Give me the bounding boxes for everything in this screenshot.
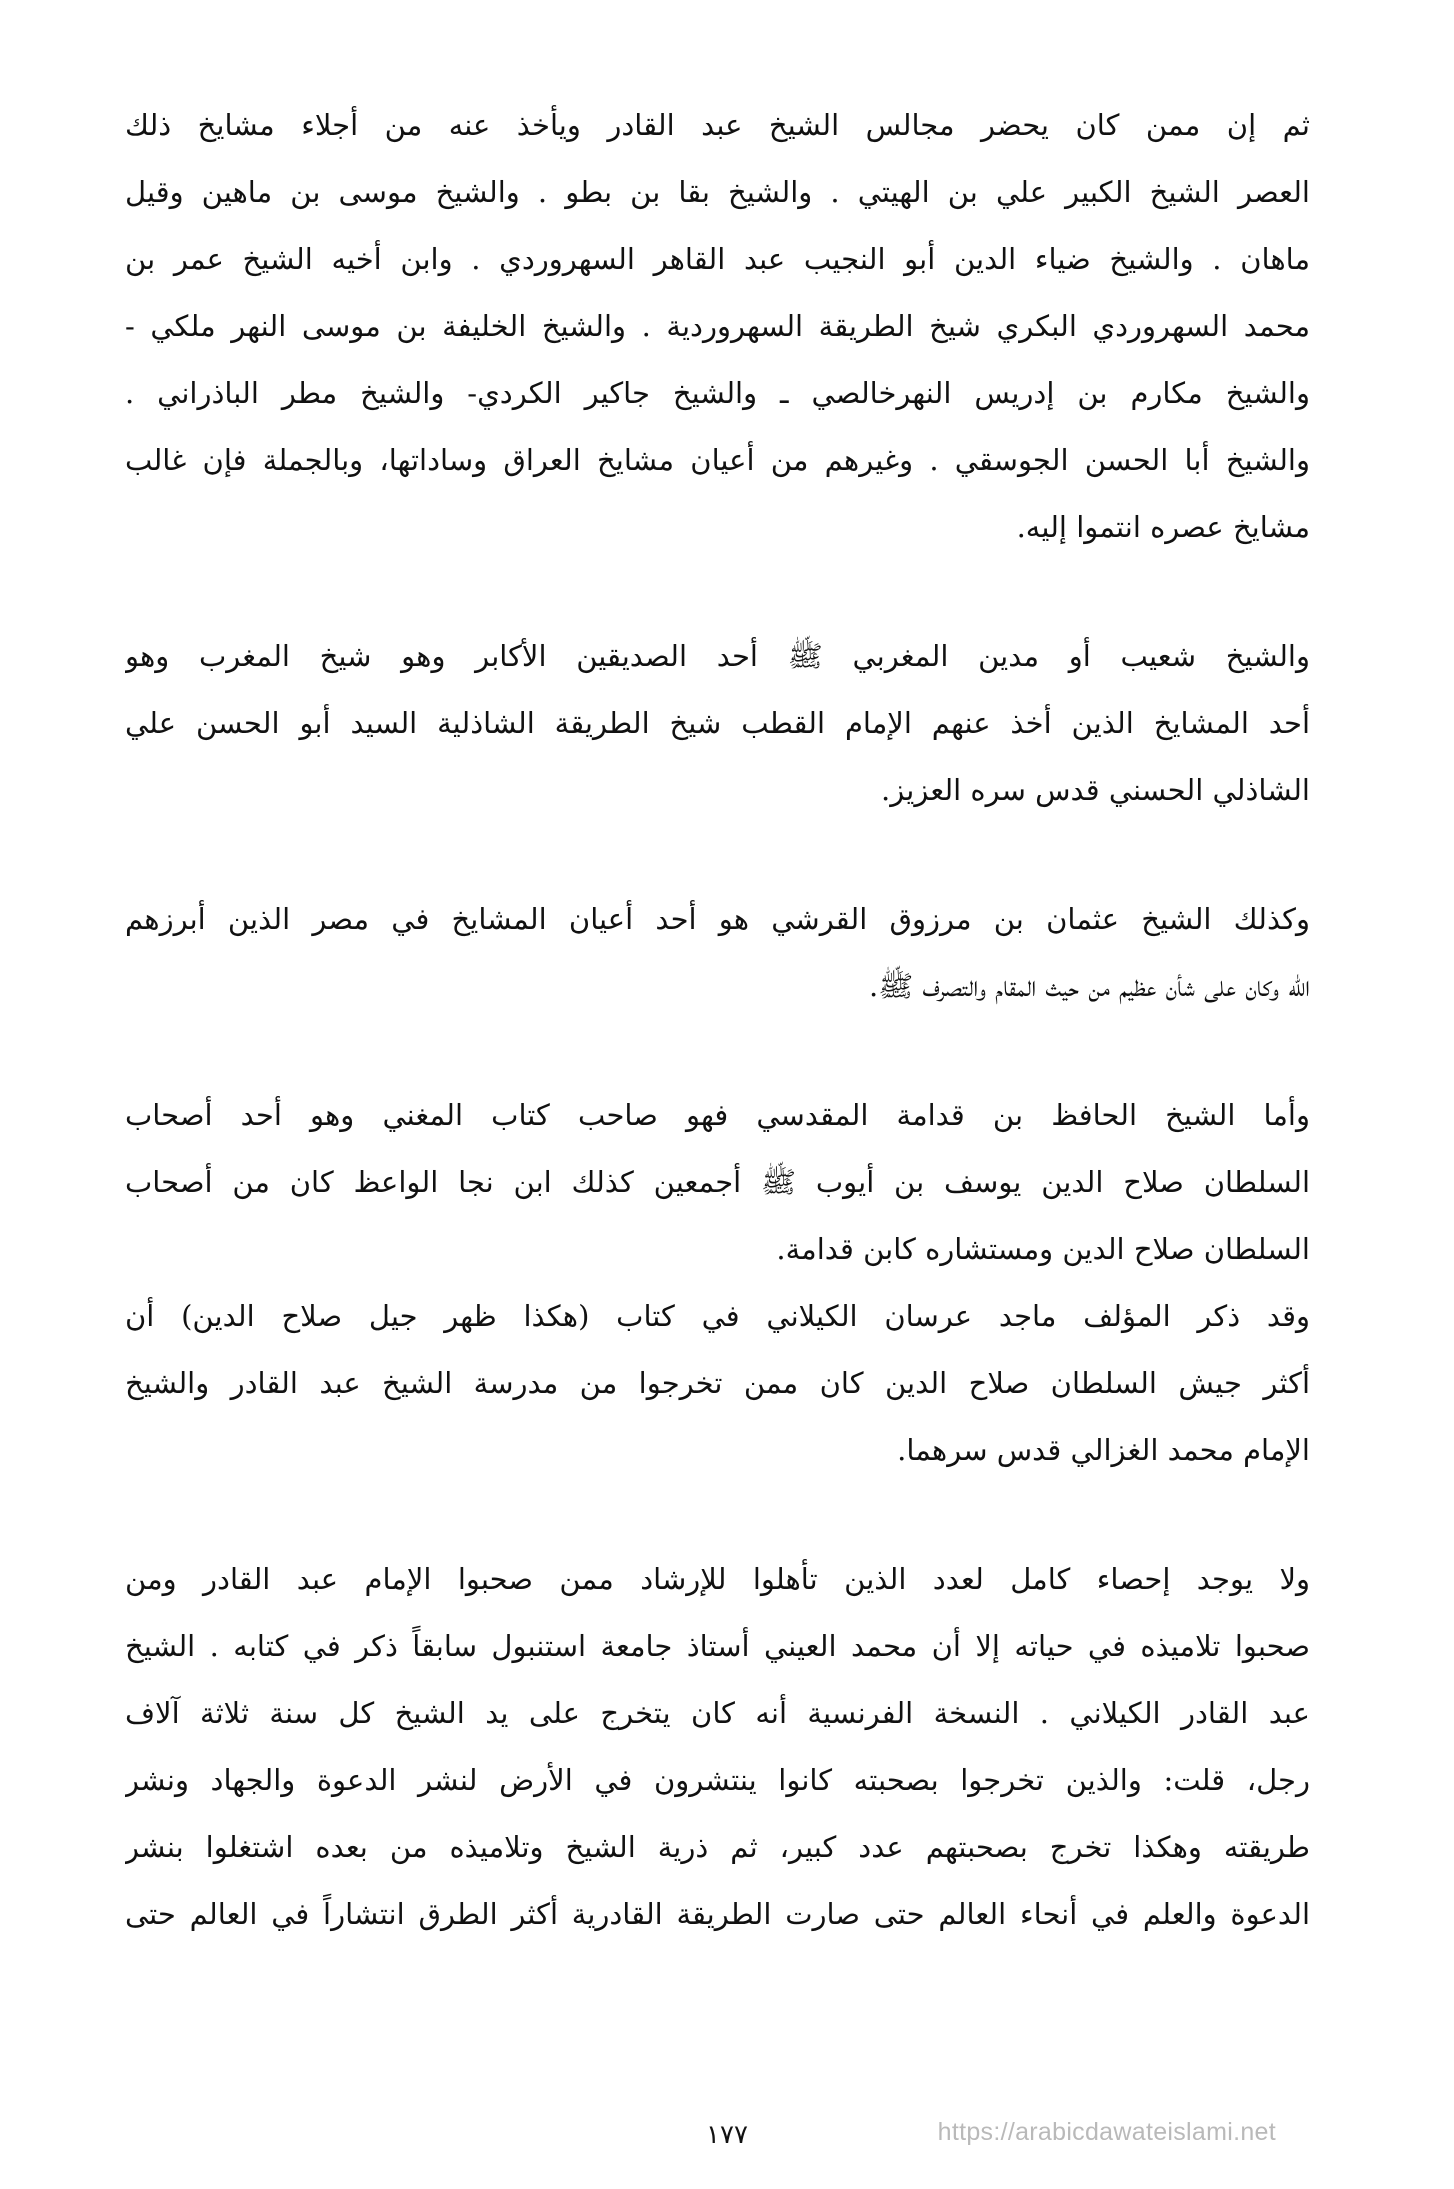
text-line: أحد المشايخ الذين أخذ عنهم الإمام القطب شيخ الطريقة الشاذلية السيد أبو الحسن علي: [125, 706, 1310, 740]
text-line: السلطان صلاح الدين يوسف بن أيوب ﷺ أجمعين كذلك ابن نجا الواعظ كان من أصحاب: [125, 1165, 1310, 1199]
text-line: السلطان صلاح الدين ومستشاره كابن قدامة.: [776, 1232, 1310, 1266]
paragraph-5: [125, 1283, 1310, 1484]
text-line: ولا يوجد إحصاء كامل لعدد الذين تأهلوا للإرشاد ممن صحبوا الإمام عبد القادر ومن: [125, 1562, 1310, 1596]
text-line: الله وكان على شأن عظيم من حيث المقام والتصرف ﷺ.: [869, 969, 1310, 1003]
text-line: والشيخ شعيب أو مدين المغربي ﷺ أحد الصديقين الأكابر وهو شيخ المغرب وهو: [125, 639, 1310, 673]
page-body: [125, 92, 1310, 2052]
text-line: وأما الشيخ الحافظ بن قدامة المقدسي فهو صاحب كتاب المغني وهو أحد أصحاب: [125, 1098, 1310, 1132]
paragraph-3: [125, 886, 1310, 1020]
text-line: الإمام محمد الغزالي قدس سرهما.: [897, 1433, 1310, 1467]
paragraph-gap: [125, 824, 1310, 886]
paragraph-6: [125, 1546, 1310, 1948]
page-number: ١٧٧: [706, 2120, 748, 2150]
text-line: والشيخ أبا الحسن الجوسقي . وغيرهم من أعيان مشايخ العراق وساداتها، وبالجملة فإن غالب: [125, 443, 1310, 477]
text-line: رجل، قلت: والذين تخرجوا بصحبته كانوا ينتشرون في الأرض لنشر الدعوة والجهاد ونشر: [125, 1763, 1310, 1797]
paragraph-4: [125, 1082, 1310, 1283]
paragraph-1: [125, 92, 1310, 561]
text-line: العصر الشيخ الكبير علي بن الهيتي . والشيخ بقا بن بطو . والشيخ موسى بن ماهين وقيل: [125, 175, 1310, 209]
paragraph-gap: [125, 561, 1310, 623]
text-line: الدعوة والعلم في أنحاء العالم حتى صارت الطريقة القادرية أكثر الطرق انتشاراً في العالم حتى: [125, 1897, 1310, 1931]
paragraph-gap: [125, 1484, 1310, 1546]
text-line: ثم إن ممن كان يحضر مجالس الشيخ عبد القادر ويأخذ عنه من أجلاء مشايخ ذلك: [125, 108, 1310, 142]
text-line: صحبوا تلاميذه في حياته إلا أن محمد العيني أستاذ جامعة استنبول سابقاً ذكر في كتابه . الشيخ: [125, 1629, 1310, 1663]
text-line: محمد السهروردي البكري شيخ الطريقة السهروردية . والشيخ الخليفة بن موسى النهر ملكي -: [125, 309, 1310, 343]
paragraph-gap: [125, 1020, 1310, 1082]
text-line: وكذلك الشيخ عثمان بن مرزوق القرشي هو أحد أعيان المشايخ في مصر الذين أبرزهم: [125, 902, 1310, 936]
text-line: أكثر جيش السلطان صلاح الدين كان ممن تخرجوا من مدرسة الشيخ عبد القادر والشيخ: [125, 1366, 1310, 1400]
watermark-url: https://arabicdawateislami.net: [937, 2118, 1276, 2146]
text-line: الشاذلي الحسني قدس سره العزيز.: [881, 773, 1310, 807]
text-line: وقد ذكر المؤلف ماجد عرسان الكيلاني في كتاب (هكذا ظهر جيل صلاح الدين) أن: [125, 1299, 1310, 1333]
text-line: ماهان . والشيخ ضياء الدين أبو النجيب عبد القاهر السهروردي . وابن أخيه الشيخ عمر بن: [125, 242, 1310, 276]
paragraph-2: [125, 623, 1310, 824]
text-line: والشيخ مكارم بن إدريس النهرخالصي ـ والشيخ جاكير الكردي- والشيخ مطر الباذراني .: [125, 376, 1310, 410]
text-line: عبد القادر الكيلاني . النسخة الفرنسية أنه كان يتخرج على يد الشيخ كل سنة ثلاثة آلاف: [125, 1696, 1310, 1730]
text-line: طريقته وهكذا تخرج بصحبتهم عدد كبير، ثم ذرية الشيخ وتلاميذه من بعده اشتغلوا بنشر: [125, 1830, 1310, 1864]
text-line: مشايخ عصره انتموا إليه.: [1016, 510, 1310, 544]
